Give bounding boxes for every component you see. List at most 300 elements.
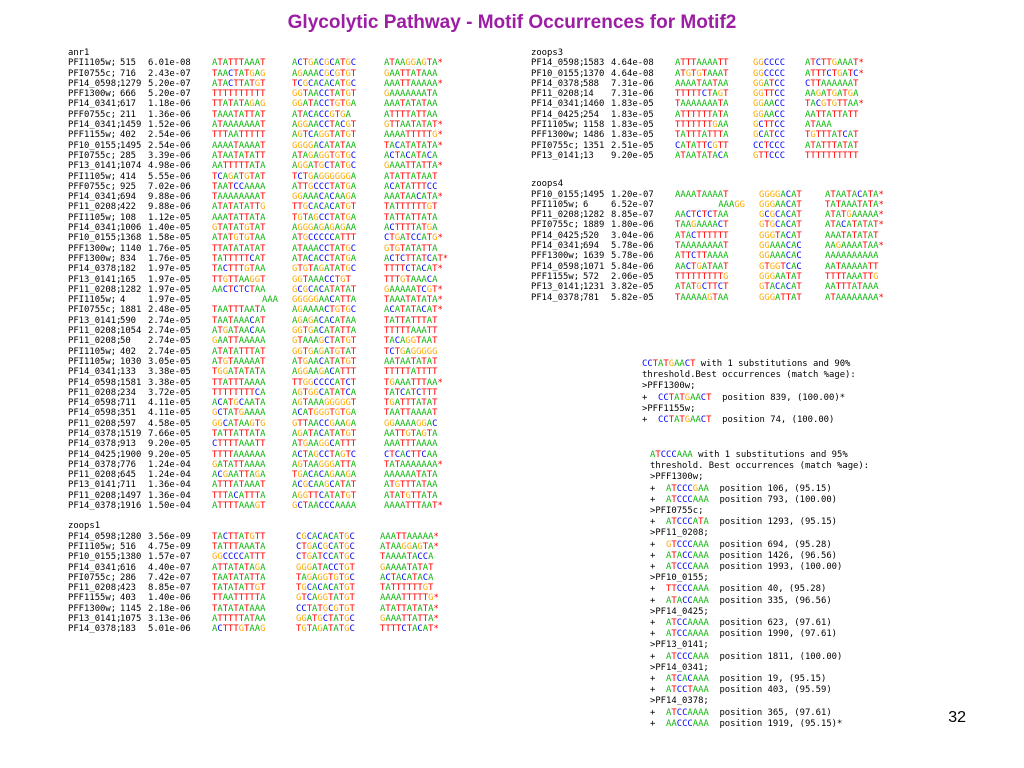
position: 1916: [120, 501, 142, 512]
motif-site: AGAAACGCGTGT: [292, 68, 357, 79]
left-flank: TAAATATTAT: [212, 109, 266, 120]
left-flank: ATTTTTATAA: [212, 614, 266, 625]
table-row: [68, 367, 448, 377]
table-row: [531, 79, 884, 89]
motif-site: CCTATGCGTGT: [296, 603, 355, 614]
left-flank: TTTTTCTAGT: [675, 89, 729, 100]
p-value: 2.74e-05: [148, 315, 191, 326]
right-flank: TGAAATTTAA*: [384, 377, 443, 388]
position: 1459: [120, 120, 142, 131]
right-flank: CTCACTTCAA: [384, 449, 438, 460]
p-value: 8.85e-07: [611, 210, 654, 221]
table-row: [68, 244, 448, 254]
left-flank: AAA: [261, 295, 278, 306]
p-value: 3.56e-09: [148, 531, 191, 542]
table-row: [531, 231, 884, 241]
p-value: 2.51e-05: [611, 140, 654, 151]
motif-site: GTACACAT: [759, 282, 802, 293]
p-value: 1.24e-04: [148, 470, 191, 481]
right-flank: TTTTAAATTG: [825, 271, 879, 282]
motif-site: TGTAGCCTATGA: [292, 212, 357, 223]
left-flank: AATTTTTATA: [212, 161, 266, 172]
right-flank: AATAATATAT: [384, 356, 438, 367]
left-flank: TATTTTTCAT: [212, 253, 266, 264]
left-flank: TTTACATTTA: [212, 490, 266, 501]
right-flank: ATATTATAAT: [384, 171, 438, 182]
motif-site: GCTTCC: [753, 120, 786, 131]
gene-id: PFF1155w;: [68, 130, 117, 141]
motif-site: AGGAACCTACGT: [292, 120, 357, 131]
position: 1158: [583, 120, 605, 131]
left-flank: ATGATAACAA: [212, 326, 266, 337]
position: 1279: [120, 78, 142, 89]
right-flank: TATAAAAAAA*: [384, 459, 443, 470]
p-value: 3.05e-05: [148, 356, 191, 367]
table-row: [68, 89, 448, 99]
p-value: 1.20e-07: [611, 189, 654, 200]
table-row: [68, 439, 448, 449]
right-flank: ATACATATAT*: [825, 220, 884, 231]
left-flank: AAAATAAAAT: [675, 189, 729, 200]
p-value: 1.40e-06: [148, 593, 191, 604]
left-flank: ATACTTTTTT: [675, 230, 729, 241]
motif-site: GGAACC: [753, 109, 786, 120]
note-line: threshold.Best occurrences (match %age):: [642, 370, 856, 381]
p-value: 3.13e-06: [148, 614, 191, 625]
motif-match: ATCCCGAA: [666, 483, 709, 494]
motif-site: ATAGAGGTGTGC: [292, 150, 357, 161]
p-value: 7.42e-07: [148, 572, 191, 583]
motif-site: TGCACACATGT: [296, 583, 355, 594]
motif-site: AGAGACACATAA: [292, 315, 357, 326]
motif-site: TCGCACACATGC: [292, 78, 357, 89]
right-flank: AAAAAATATA: [384, 470, 438, 481]
motif-match: ATCCCAAA: [666, 562, 709, 573]
left-flank: ACGAATTAGA: [212, 470, 266, 481]
left-flank: ATATATATTG: [212, 202, 266, 213]
left-flank: TGGATATATA: [212, 367, 266, 378]
gene-header: >PF14_0425;: [650, 606, 709, 617]
table-row: [68, 408, 448, 418]
table-row: [68, 79, 448, 89]
position: 1030: [120, 356, 142, 367]
left-flank: ATACTTATGT: [212, 78, 266, 89]
gene-id: PF14_0378;: [531, 292, 585, 303]
position: 13: [583, 150, 594, 161]
left-flank: ATTTTTTATA: [675, 109, 729, 120]
table-row: [68, 161, 448, 171]
gene-id: PFI1105w;: [68, 541, 117, 552]
p-value: 1.83e-05: [611, 109, 654, 120]
right-flank: AAATTAAAAA*: [384, 78, 443, 89]
position: 1497: [120, 490, 142, 501]
right-flank: AATTGTAGTA: [384, 428, 438, 439]
position: 645: [120, 470, 137, 481]
gene-id: PFI1105w;: [68, 295, 117, 306]
p-value: 5.84e-06: [611, 261, 654, 272]
position: 133: [120, 367, 137, 378]
left-flank: TTGTTAAGGT: [212, 274, 266, 285]
right-flank: ACATATACAT*: [384, 305, 443, 316]
gene-id: PFF1155w;: [68, 593, 117, 604]
position: 182: [120, 264, 137, 275]
motif-site: GCATCC: [753, 130, 786, 141]
position: 1370: [583, 68, 605, 79]
position: 1231: [583, 282, 605, 293]
motif-site: ACATGGGTGTGA: [292, 408, 357, 419]
table-row: [68, 614, 448, 624]
right-flank: AAATATATAA: [384, 99, 438, 110]
p-value: 7.66e-05: [148, 428, 191, 439]
position: 423: [120, 583, 137, 594]
gene-id: PF14_0598;: [68, 377, 122, 388]
table-row: [68, 388, 448, 398]
p-value: 9.20e-05: [148, 439, 191, 450]
gene-id: PF11_0208;: [68, 284, 122, 295]
gene-header: >PF10_0155;: [650, 573, 709, 584]
right-flank: TTTTCTACAT*: [384, 264, 443, 275]
left-flank: TACTTTGTAA: [212, 264, 266, 275]
left-flank: AACTCTCTAA: [675, 210, 729, 221]
motif-site: TCTGAGGGGGGA: [292, 171, 357, 182]
p-value: 7.31e-06: [611, 78, 654, 89]
p-value: 4.40e-07: [148, 562, 191, 573]
table-row: [68, 336, 448, 346]
motif-consensus: CCTATGAACT: [642, 359, 696, 369]
p-value: 4.75e-09: [148, 541, 191, 552]
motif-site: GGGGGAACATTA: [292, 295, 357, 306]
gene-id: PFF1300w;: [68, 243, 117, 254]
left-flank: ATTTTAAAGT: [212, 501, 266, 512]
match-line: + ATACCAAA position 335, (96.56): [650, 595, 832, 606]
p-value: 1.18e-06: [148, 99, 191, 110]
motif-site: GCGCACATATAT: [292, 284, 357, 295]
p-value: 1.36e-06: [148, 109, 191, 120]
position: 286: [120, 572, 137, 583]
motif-site: TGACACAGAAGA: [292, 470, 357, 481]
note-line: >PFF1155w;: [642, 403, 696, 414]
position: 1495: [120, 140, 142, 151]
note-line: + CCTATGAACT position 839, (100.00)*: [642, 392, 846, 403]
left-flank: ATTTAAAATT: [675, 58, 729, 69]
gene-id: PFI0755c;: [68, 68, 117, 79]
right-flank: ATATTATATA*: [380, 603, 439, 614]
gene-id: PF11_0208;: [68, 336, 122, 347]
left-flank: AACTGATAAT: [675, 261, 729, 272]
table-row: [531, 272, 884, 282]
gene-id: PFI0755c;: [68, 305, 117, 316]
left-flank: ATAATATACA: [675, 150, 729, 161]
left-flank: ATATGTGTAA: [212, 233, 266, 244]
p-value: 2.74e-05: [148, 346, 191, 357]
position: 913: [120, 439, 137, 450]
p-value: 3.72e-05: [148, 387, 191, 398]
gene-id: PF10_0155;: [68, 552, 122, 563]
p-value: 1.83e-05: [611, 120, 654, 131]
motif-site: ATGCCCCCATTT: [292, 233, 357, 244]
motif-site: AGGATGCTATGC: [292, 161, 357, 172]
right-flank: AAAAAAAAAA: [825, 251, 879, 262]
motif-match: ATCCAAAA: [666, 618, 709, 629]
p-value: 5.01e-06: [148, 624, 191, 635]
gene-id: PFI0755c;: [531, 140, 580, 151]
right-flank: AAATTAAAAA*: [380, 531, 439, 542]
right-flank: GAAAAATCGT*: [384, 284, 443, 295]
motif-match: AACCCAAA: [666, 718, 709, 729]
position: 1282: [583, 210, 605, 221]
position: 597: [120, 418, 137, 429]
motif-match: CCTATGAACT: [658, 392, 712, 403]
match-line: + ATCCAAAA position 623, (97.61): [650, 618, 832, 629]
right-flank: AATTATTATT: [805, 109, 859, 120]
right-flank: ATATTTATAT: [805, 140, 859, 151]
position: 234: [120, 387, 137, 398]
p-value: 1.97e-05: [148, 274, 191, 285]
match-line: + ATCCAAAA position 365, (97.61): [650, 707, 832, 718]
position: 516: [120, 541, 137, 552]
position: 1380: [120, 552, 142, 563]
motif-site: GGTTCC: [753, 89, 786, 100]
table-row: [68, 285, 448, 295]
gene-id: PF10_0155;: [68, 140, 122, 151]
position: 165: [120, 274, 137, 285]
position: 414: [120, 171, 137, 182]
p-value: 9.20e-05: [611, 150, 654, 161]
gene-id: PFI1105w;: [68, 171, 117, 182]
right-flank: CTGATCCATG*: [384, 233, 443, 244]
table-row: [68, 573, 448, 583]
motif-site: CGCACACATGC: [296, 531, 355, 542]
p-value: 6.01e-08: [148, 58, 191, 69]
p-value: 2.74e-05: [148, 336, 191, 347]
p-value: 4.64e-08: [611, 68, 654, 79]
page-number: 32: [948, 709, 966, 726]
position: 925: [120, 181, 137, 192]
gene-id: PF14_0378;: [68, 439, 122, 450]
table-row: [68, 460, 448, 470]
motif-match: ATCCCAAA: [666, 494, 709, 505]
right-flank: ATGTTTATAA: [384, 480, 438, 491]
position: 4: [120, 295, 126, 306]
gene-id: PF14_0598;: [68, 408, 122, 419]
position: 776: [120, 459, 137, 470]
table-row: [68, 347, 448, 357]
table-row: [531, 282, 884, 292]
motif-site: AGATACATATGT: [292, 428, 357, 439]
right-flank: AATAAAAATT: [825, 261, 879, 272]
table-row: [531, 110, 884, 120]
table-row: [68, 202, 448, 212]
motif-site: AGGAAGACATTT: [292, 367, 357, 378]
motif-note-1: [642, 359, 856, 426]
table-row: [531, 200, 884, 210]
left-flank: CATATTCGTT: [675, 140, 729, 151]
left-occurrence-table: [68, 48, 448, 635]
right-flank: GGAAAAGGAC: [384, 418, 438, 429]
position: 1280: [120, 531, 142, 542]
motif-site: GGGATACCTGT: [296, 562, 355, 573]
p-value: 1.52e-06: [148, 120, 191, 131]
motif-site: GTTCCC: [753, 150, 786, 161]
p-value: 4.11e-05: [148, 408, 191, 419]
left-flank: TTTTTTTTTT: [212, 89, 266, 100]
gene-id: PFI1105w;: [531, 120, 580, 131]
right-flank: ATATGTTATA: [384, 490, 438, 501]
motif-site: GCTAACCCAAAA: [292, 501, 357, 512]
motif-match: ATCCAAAA: [666, 707, 709, 718]
right-flank: AAAATTTAAT*: [384, 501, 443, 512]
right-flank: TGTTTATCAT: [805, 130, 859, 141]
p-value: 1.36e-04: [148, 480, 191, 491]
gene-id: PFI1105w;: [68, 346, 117, 357]
motif-site: AGTAAAGGGGGT: [292, 398, 357, 409]
gene-id: PF11_0208;: [68, 490, 122, 501]
right-flank: CTTAAAAAAT: [805, 78, 859, 89]
motif-site: GGAAACAC: [759, 251, 802, 262]
gene-id: PF13_0141;: [68, 315, 122, 326]
match-line: + ATCCTAAA position 403, (95.59): [650, 685, 832, 696]
left-flank: TAATCCAAAA: [212, 181, 266, 192]
match-line: + AACCCAAA position 1919, (95.15)*: [650, 718, 843, 729]
position: 1900: [120, 449, 142, 460]
gene-id: PF11_0208;: [68, 326, 122, 337]
motif-consensus: ATCCCAAA: [650, 450, 693, 460]
gene-id: PF14_0598;: [531, 58, 585, 69]
note-line: + CCTATGAACT position 74, (100.00): [642, 415, 835, 426]
motif-site: TTGCACACATGT: [292, 202, 357, 213]
position: 572: [583, 271, 600, 282]
left-flank: TCAGATGTAT: [212, 171, 266, 182]
left-flank: TAAAAAAATA: [675, 99, 729, 110]
position: 351: [120, 408, 137, 419]
p-value: 1.12e-05: [148, 212, 191, 223]
right-flank: GAAATTATTA*: [384, 161, 443, 172]
position: 1581: [120, 377, 142, 388]
right-flank: AAGATGATGA: [805, 89, 859, 100]
motif-site: TTGGCCCCATCT: [292, 377, 357, 388]
left-flank: TAACTATGAG: [212, 68, 266, 79]
left-flank: ATATGCTTCT: [675, 282, 729, 293]
gene-id: PFI1105w;: [531, 199, 580, 210]
motif-site: GGATACCTGTGA: [292, 99, 357, 110]
gene-header: >PF14_0378;: [650, 696, 709, 707]
p-value: 1.57e-07: [148, 552, 191, 563]
gene-id: PF13_0141;: [68, 161, 122, 172]
gene-id: PF11_0208;: [68, 387, 122, 398]
gene-id: PF10_0155;: [531, 68, 585, 79]
left-flank: TTTTAAAAAA: [212, 449, 266, 460]
right-flank: ACTACATACA: [384, 150, 438, 161]
motif-match: ATCCAAAA: [666, 629, 709, 640]
p-value: 5.78e-06: [611, 251, 654, 262]
left-flank: TTATTTAAAA: [212, 377, 266, 388]
motif-site: GGTAAACCTGT: [292, 274, 351, 285]
zoops1-header: zoops1: [68, 521, 101, 532]
right-flank: TTTTTAAATT: [384, 326, 438, 337]
right-flank: TACGTGTTAA*: [805, 99, 864, 110]
position: 1519: [120, 428, 142, 439]
table-row: [68, 141, 448, 151]
position: 1145: [120, 603, 142, 614]
position: 254: [583, 109, 600, 120]
gene-id: PF14_0425;: [531, 230, 585, 241]
position: 1351: [583, 140, 605, 151]
p-value: 6.52e-07: [611, 199, 654, 210]
right-flank: TATCATCTTT: [384, 387, 438, 398]
motif-site: GGAAACACAAGA: [292, 192, 357, 203]
position: 617: [120, 99, 137, 110]
right-flank: TAAAATACCA: [380, 552, 434, 563]
gene-id: PF10_0155;: [531, 189, 585, 200]
table-row: [531, 69, 884, 79]
p-value: 7.02e-06: [148, 181, 191, 192]
right-flank: ATAAAAAAAA*: [825, 292, 884, 303]
p-value: 2.06e-05: [611, 271, 654, 282]
position: 711: [120, 480, 137, 491]
match-line: + GTCCCAAA position 694, (95.28): [650, 539, 832, 550]
table-row: [68, 398, 448, 408]
gene-id: PFI1105w;: [68, 58, 117, 69]
table-row: [68, 192, 448, 202]
p-value: 1.76e-05: [148, 243, 191, 254]
table-row: [68, 295, 448, 305]
table-row: [68, 305, 448, 315]
gene-id: PF11_0208;: [531, 210, 585, 221]
p-value: 1.50e-04: [148, 501, 191, 512]
left-flank: TTTTTTTGAA: [675, 120, 729, 131]
right-flank: TAATTAAAAT: [384, 408, 438, 419]
table-row: [68, 378, 448, 388]
gene-id: PF14_0598;: [68, 531, 122, 542]
right-flank: TACATATATA*: [384, 140, 443, 151]
motif-site: AGTAAGGGATTA: [292, 459, 357, 470]
note-line: ATCCCAAA with 1 substitutions and 95%: [650, 450, 848, 460]
table-row: [68, 120, 448, 130]
position: 694: [120, 192, 137, 203]
gene-id: PFF1300w;: [68, 603, 117, 614]
motif-match: ATCCCAAA: [666, 651, 709, 662]
left-flank: TTTTTTTTTG: [675, 271, 729, 282]
table-row: [531, 210, 884, 220]
gene-id: PF13_0141;: [531, 150, 585, 161]
gene-id: PF14_0425;: [68, 449, 122, 460]
match-line: + ATCCCATA position 1293, (95.15): [650, 517, 838, 528]
left-flank: GGCATAAGTG: [212, 418, 266, 429]
left-flank: AACTCTCTAA: [212, 284, 266, 295]
motif-site: GGTGACATATTA: [292, 326, 357, 337]
position: 781: [583, 292, 600, 303]
position: 834: [120, 253, 137, 264]
motif-site: ACGCAAGCATAT: [292, 480, 357, 491]
p-value: 7.31e-06: [611, 89, 654, 100]
motif-match: TTCCCAAA: [666, 584, 709, 595]
table-row: [68, 532, 448, 542]
gene-id: PF14_0425;: [531, 109, 585, 120]
table-row: [68, 326, 448, 336]
motif-site: TAGAGGTGTGC: [296, 572, 355, 583]
p-value: 5.20e-07: [148, 78, 191, 89]
p-value: 3.38e-05: [148, 377, 191, 388]
position: 590: [120, 315, 137, 326]
motif-match: ATACCAAA: [666, 595, 709, 606]
left-flank: AAAATAAAAT: [212, 140, 266, 151]
p-value: 4.11e-05: [148, 398, 191, 409]
motif-site: GTGGTCAC: [759, 261, 802, 272]
table-row: [68, 419, 448, 429]
right-flank: TAAATATATA*: [384, 295, 443, 306]
p-value: 5.20e-07: [148, 89, 191, 100]
left-flank: ATTCTTAAAA: [675, 251, 729, 262]
